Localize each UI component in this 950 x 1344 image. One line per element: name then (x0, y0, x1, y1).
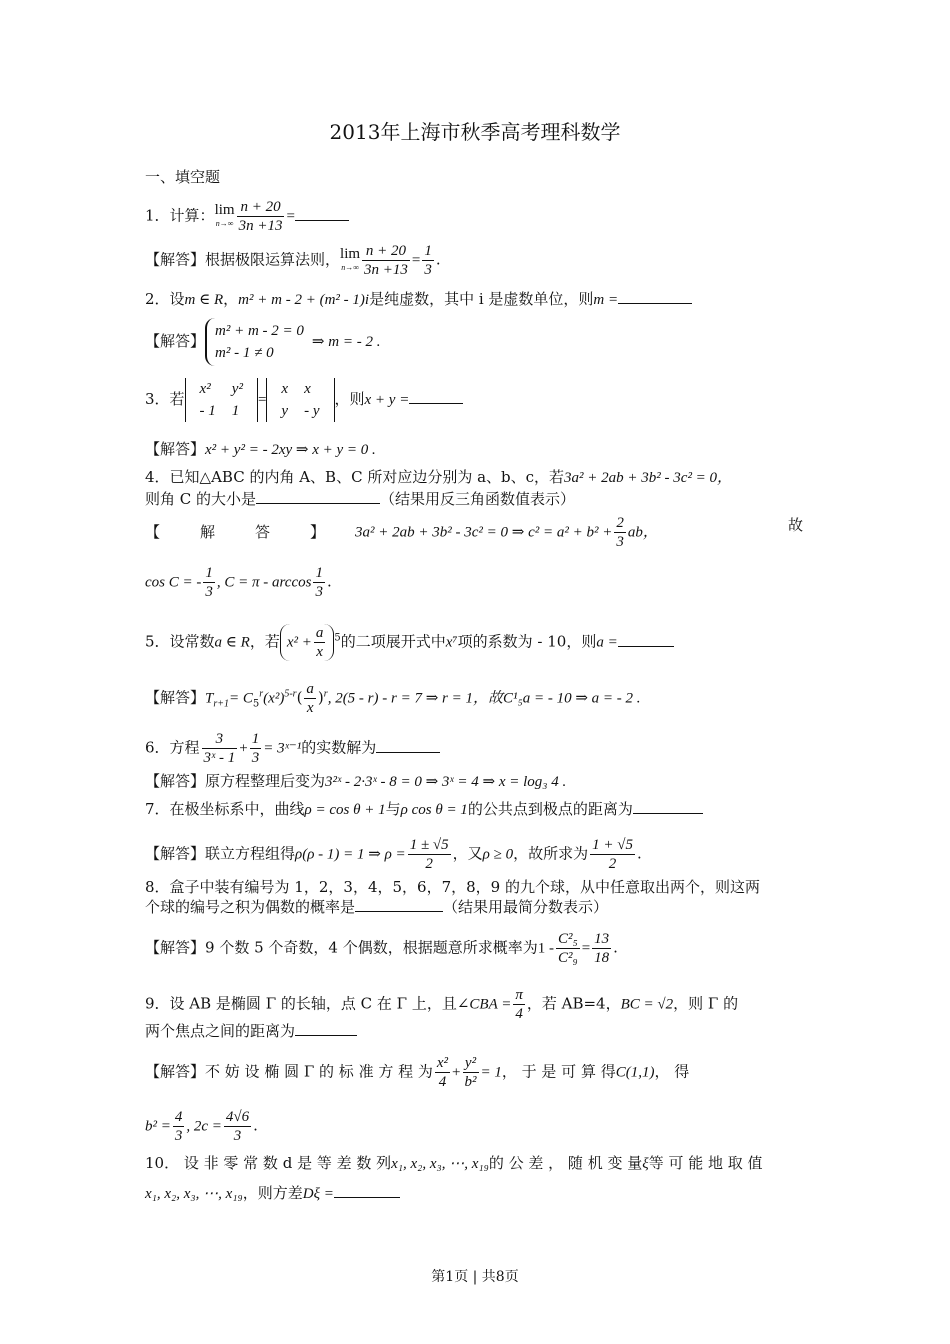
answer-9-line1: 【解答】不 妨 设 椭 圆 Γ 的 标 准 方 程 为 $\frac{\text{x²}}{4}$ + $\frac{\text{y²}}{\text{b²}}$ = 1， 于 是 可 算 得C(1,1)， 得 (145, 1055, 690, 1090)
answer-5: 【解答】$T_{r+1}= C_5^r(x^2)^{5-r}$( $\frac{a}{x}$ )$^r$, 2(5 - r) - r = 7 ⇒ r = 1，故C¹₅a = - 10 ⇒ a = - 2 . (145, 681, 641, 716)
answer-7: 【解答】联立方程组得ρ(ρ - 1) = 1 ⇒ ρ = $\frac{1 \pm √5}{2}$ ，又ρ ≥ 0，故所求为 $\frac{1 + √5}{2}$ . (145, 837, 642, 872)
answer-blank (295, 1021, 357, 1036)
page-title: 2013年上海市秋季高考理科数学 (329, 120, 621, 144)
equation-system: m² + m - 2 = 0 m² - 1 ≠ 0 (205, 318, 312, 366)
answer-blank (334, 1183, 400, 1198)
answer-6: 【解答】原方程整理后变为3²ˣ - 2·3ˣ - 8 = 0 ⇒ 3ˣ = 4 ⇒ x = log₃ 4 . (145, 772, 567, 790)
question-8-line1: 8．盒子中装有编号为 1，2，3，4，5，6，7，8，9 的九个球，从中任意取出两个，则这两 (145, 878, 760, 896)
answer-8: 【解答】9 个数 5 个奇数，4 个偶数，根据题意所求概率为1 - $\frac{\text{C²₅}}{\text{C²₉}}$ = $\frac{13}{18}$ . (145, 931, 618, 966)
question-1: 1．计算：lim n→∞ $\frac{n + 20}{3n +13}$ = (145, 198, 813, 235)
question-4-line1: 4．已知△ABC 的内角 A、B、C 所对应边分别为 a、b、c，若3a² + 2ab + 3b² - 3c² = 0， (145, 468, 733, 486)
question-6: 6．方程 $\frac{3}{\text{3ˣ - 1}}$ + $\frac{1}{3}$ = 3ˣ⁻¹的实数解为 (145, 730, 813, 767)
answer-blank (295, 206, 349, 221)
determinant-left: x² y² - 1 1 (185, 378, 258, 422)
question-3: 3．若 x² y² - 1 1 = x x y - y ，则x + y = (145, 378, 813, 422)
determinant-right: x x y - y (266, 378, 334, 422)
page-footer: 第1页 | 共8页 (431, 1269, 519, 1285)
answer-blank (633, 799, 703, 814)
answer-blank (618, 289, 692, 304)
question-4-line2: 则角 C 的大小是 （结果用反三角函数值表示） (145, 490, 576, 508)
question-9-line2: 两个焦点之间的距离为 (145, 1020, 813, 1042)
answer-4-line1: 【 解 答 】 3a² + 2ab + 3b² - 3c² = 0 ⇒ c² = a² + b² + $\frac{2}{3}$ ab， 故 (145, 515, 803, 550)
answer-blank (355, 897, 443, 912)
section-heading: 一、填空题 (145, 168, 221, 186)
question-10-line2: x₁, x₂, x₃, ⋯, x₁₉，则方差Dξ = (145, 1182, 813, 1205)
question-2: 2．设m ∈ R，m² + m - 2 + (m² - 1)i是纯虚数，其中 i 是虚数单位，则m = (145, 288, 813, 311)
limit-operator: lim n→∞ (214, 201, 235, 228)
question-5: 5．设常数a ∈ R，若 x² + $\frac{a}{x}$ $^5$的二项展开式中x⁷项的系数为 - 10，则a = (145, 624, 813, 661)
answer-3: 【解答】x² + y² = - 2xy ⇒ x + y = 0 . (145, 440, 376, 458)
answer-blank (376, 738, 440, 753)
question-10-line1: 10． 设 非 零 常 数 d 是 等 差 数 列x₁, x₂, x₃, ⋯, x₁₉的 公 差 ， 随 机 变 量ξ等 可 能 地 取 值 (145, 1154, 763, 1172)
answer-blank (256, 489, 380, 504)
answer-1: 【解答】根据极限运算法则，lim n→∞ $\frac{n + 20}{3n +13}$ = $\frac{1}{3}$ . (145, 243, 441, 278)
question-7: 7．在极坐标系中，曲线ρ = cos θ + 1与ρ cos θ = 1的公共点到极点的距离为 (145, 798, 813, 821)
answer-4-line2: cos C = - $\frac{1}{3}$ , C = π - arccos $\frac{1}{3}$ . (145, 565, 332, 600)
answer-blank (409, 389, 463, 404)
answer-9-line2: b² = $\frac{4}{3}$ , 2c = $\frac{4√6}{3}$ . (145, 1109, 258, 1144)
answer-blank (618, 632, 674, 647)
question-9-line1: 9．设 AB 是椭圆 Γ 的长轴，点 C 在 Γ 上，且∠CBA = $\frac{\pi}{4}$ ，若 AB=4，BC = √2，则 Γ 的 (145, 987, 739, 1022)
question-8-line2: 个球的编号之积为偶数的概率是 （结果用最简分数表示） (145, 898, 609, 916)
answer-2: 【解答】 m² + m - 2 = 0 m² - 1 ≠ 0 ⇒ m = - 2 . (145, 318, 813, 366)
